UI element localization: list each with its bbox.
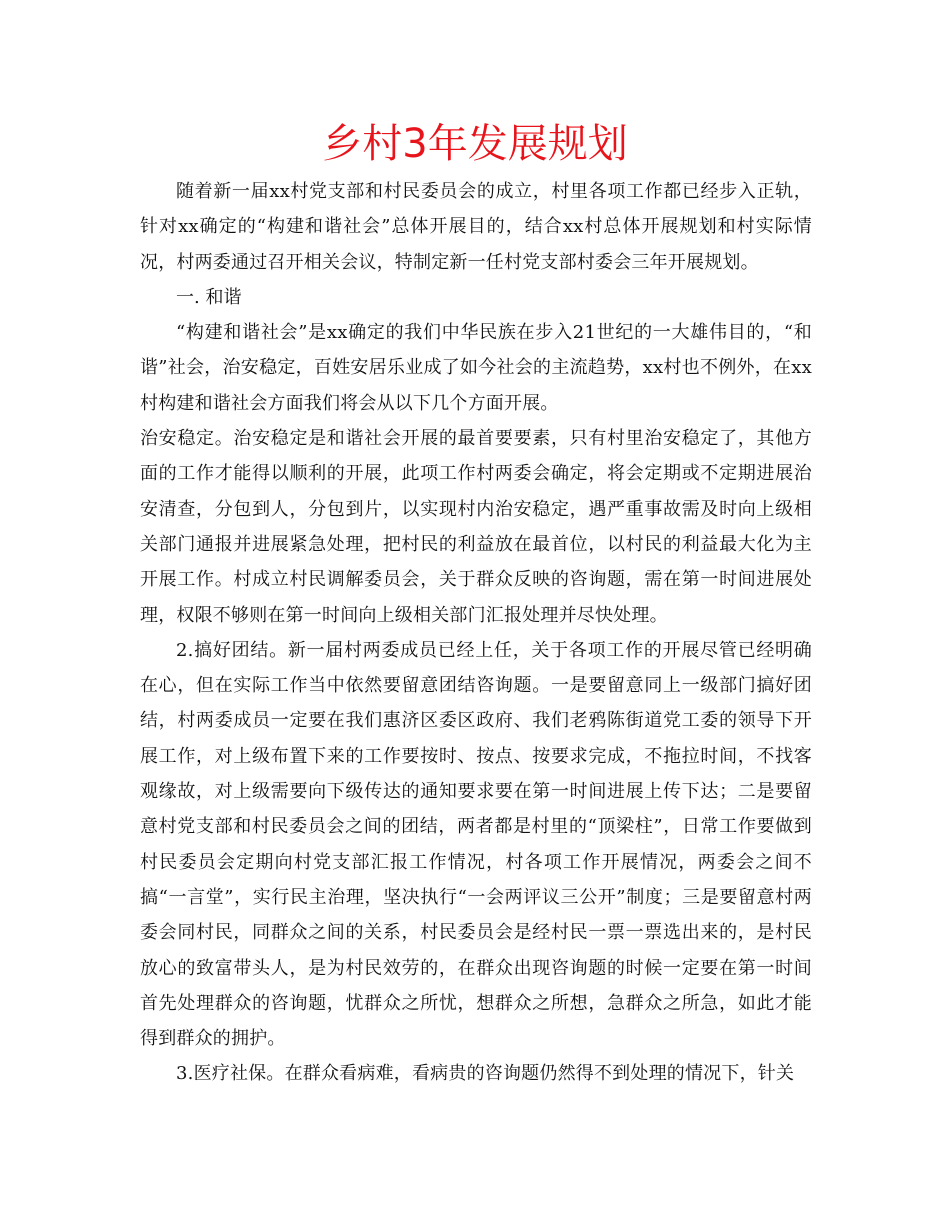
section-heading-harmony: 一. 和谐	[176, 286, 242, 308]
public-security-paragraph: 治安稳定。治安稳定是和谐社会开展的最首要要素，只有村里治安稳定了，其他方面的工作才能得以顺利的开展，此项工作村两委会确定，将会定期或不定期进展治安清查，分包到人，分包到片，以实现村内治安稳定，遇严重事故需及时向上级相关部门通报并进展紧急处理，把村民的利益放在最首位，以村民的利益最大化为主开展工作。村成立村民调解委员会，关于群众反映的咨询题，需在第一时间进展处理，权限不够则在第一时间向上级相关部门汇报处理并尽快处理。	[140, 428, 812, 626]
unity-paragraph: 2.搞好团结。新一届村两委成员已经上任，关于各项工作的开展尽管已经明确在心，但在实际工作当中依然要留意团结咨询题。一是要留意同上一级部门搞好团结，村两委成员一定要在我们惠济区委区政府、我们老鸦陈街道党工委的领导下开展工作，对上级布置下来的工作要按时、按点、按要求完成，不拖拉时间，不找客观缘故，对上级需要向下级传达的通知要求要在第一时间进展上传下达；二是要留意村党支部和村民委员会之间的团结，两者都是村里的“顶梁柱”，日常工作要做到村民委员会定期向村党支部汇报工作情况，村各项工作开展情况，两委会之间不搞“一言堂”，实行民主治理，坚决执行“一会两评议三公开”制度；三是要留意村两委会同村民，同群众之间的关系，村民委员会是经村民一票一票选出来的，是村民放心的致富带头人，是为村民效劳的，在群众出现咨询题的时候一定要在第一时间首先处理群众的咨询题，忧群众之所忧，想群众之所想，急群众之所急，如此才能得到群众的拥护。	[140, 639, 812, 1050]
intro-paragraph: 随着新一届xx村党支部和村民委员会的成立，村里各项工作都已经步入正轨，针对xx确定的“构建和谐社会”总体开展目的，结合xx村总体开展规划和村实际情况，村两委通过召开相关会议，特制定新一任村党支部村委会三年开展规划。	[140, 181, 812, 273]
medical-insurance-paragraph: 3.医疗社保。在群众看病难，看病贵的咨询题仍然得不到处理的情况下，针关	[176, 1063, 795, 1085]
document-title: 乡村3年发展规划	[322, 121, 628, 167]
section-intro-paragraph: “构建和谐社会”是xx确定的我们中华民族在步入21世纪的一大雄伟目的，“和谐”社会，治安稳定，百姓安居乐业成了如今社会的主流趋势，xx村也不例外，在xx村构建和谐社会方面我们将会从以下几个方面开展。	[140, 322, 812, 414]
document-body	[140, 174, 812, 1092]
